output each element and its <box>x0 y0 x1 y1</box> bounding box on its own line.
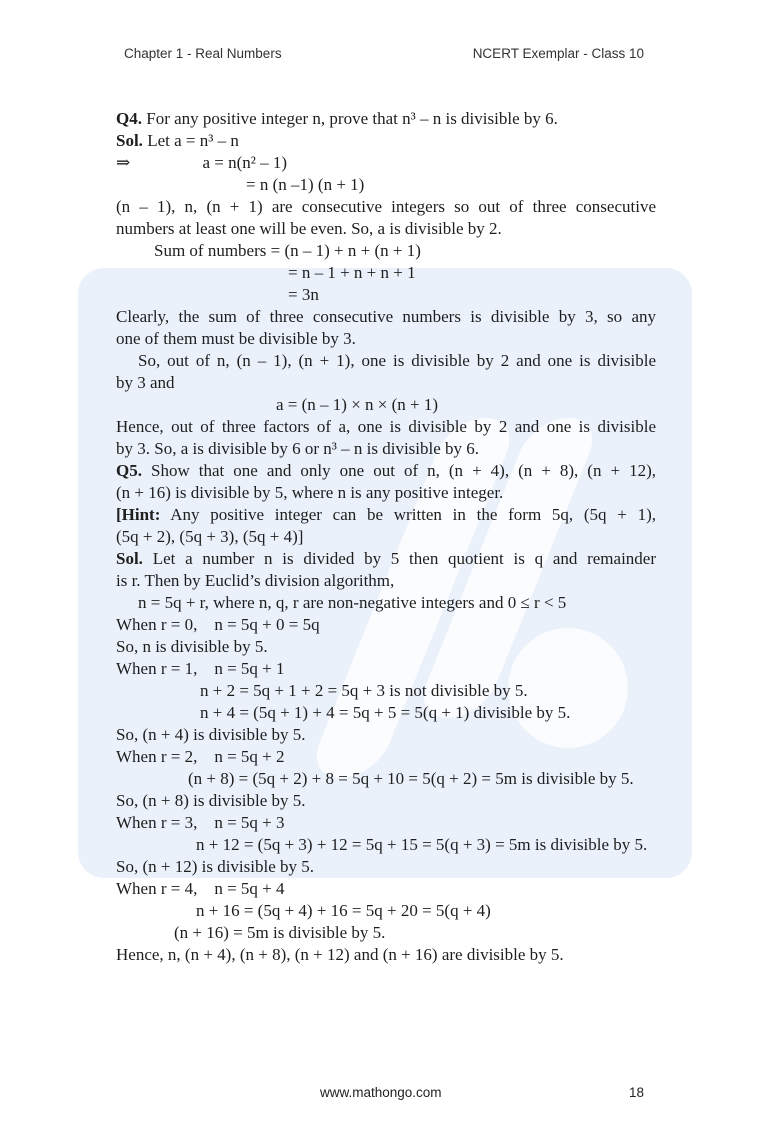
q5-step: When r = 4, n = 5q + 4 <box>116 879 285 898</box>
page-header <box>124 46 644 61</box>
q5-step: n + 12 = (5q + 3) + 12 = 5q + 15 = 5(q + 3) = 5m is divisible by 5. <box>196 835 648 854</box>
q4-text: Hence, out of three factors of a, one is divisible by 2 and one is divisible <box>116 417 656 436</box>
q4-step: a = (n – 1) × n × (n + 1) <box>276 395 439 414</box>
chapter-title: Chapter 1 - Real Numbers <box>124 46 282 61</box>
q4-question: Q4. For any positive integer n, prove that n³ – n is divisible by 6. <box>116 109 558 128</box>
q5-text: is r. Then by Euclid’s division algorithm, <box>116 571 395 590</box>
q4-text: numbers at least one will be even. So, a is divisible by 2. <box>116 219 502 238</box>
page-number: 18 <box>628 1085 644 1100</box>
q4-sol-line: Sol. Let a = n³ – n <box>116 131 239 150</box>
q4-step: = n – 1 + n + n + 1 <box>288 263 416 282</box>
q5-step: n = 5q + r, where n, q, r are non-negative integers and 0 ≤ r < 5 <box>138 593 567 612</box>
q5-question: (n + 16) is divisible by 5, where n is any positive integer. <box>116 483 504 502</box>
q4-text: So, out of n, (n – 1), (n + 1), one is divisible by 2 and one is divisible <box>138 351 656 370</box>
website-link[interactable]: www.mathongo.com <box>320 1085 442 1100</box>
q5-text: So, n is divisible by 5. <box>116 637 268 656</box>
q4-step: Sum of numbers = (n – 1) + n + (n + 1) <box>154 241 421 260</box>
q5-step: n + 4 = (5q + 1) + 4 = 5q + 5 = 5(q + 1) divisible by 5. <box>200 703 571 722</box>
q4-text: (n – 1), n, (n + 1) are consecutive integers so out of three consecutive <box>116 197 656 216</box>
q4-text: by 3 and <box>116 373 175 392</box>
q5-hint: [Hint: Any positive integer can be written in the form 5q, (5q + 1), <box>116 505 656 524</box>
q4-text: Clearly, the sum of three consecutive numbers is divisible by 3, so any <box>116 307 656 326</box>
q5-step: When r = 3, n = 5q + 3 <box>116 813 285 832</box>
book-title: NCERT Exemplar - Class 10 <box>472 46 644 61</box>
q5-step: When r = 0, n = 5q + 0 = 5q <box>116 615 320 634</box>
page-content <box>116 108 656 966</box>
q5-step: (n + 16) = 5m is divisible by 5. <box>174 923 386 942</box>
q5-text: So, (n + 12) is divisible by 5. <box>116 857 315 876</box>
q4-text: by 3. So, a is divisible by 6 or n³ – n is divisible by 6. <box>116 439 480 458</box>
q5-step: n + 2 = 5q + 1 + 2 = 5q + 3 is not divisible by 5. <box>200 681 528 700</box>
q5-step: (n + 8) = (5q + 2) + 8 = 5q + 10 = 5(q + 2) = 5m is divisible by 5. <box>188 769 634 788</box>
q4-step: = n (n –1) (n + 1) <box>246 175 365 194</box>
q4-step: ⇒ a = n(n² – 1) <box>116 153 288 172</box>
q5-step: When r = 1, n = 5q + 1 <box>116 659 285 678</box>
q5-conclusion: Hence, n, (n + 4), (n + 8), (n + 12) and (n + 16) are divisible by 5. <box>116 945 564 964</box>
page-footer <box>320 1085 644 1100</box>
q4-text: one of them must be divisible by 3. <box>116 329 356 348</box>
q5-question: Q5. Show that one and only one out of n, (n + 4), (n + 8), (n + 12), <box>116 461 657 480</box>
q4-step: = 3n <box>288 285 319 304</box>
q5-text: So, (n + 8) is divisible by 5. <box>116 791 306 810</box>
q5-step: When r = 2, n = 5q + 2 <box>116 747 285 766</box>
q5-step: n + 16 = (5q + 4) + 16 = 5q + 20 = 5(q + 4) <box>196 901 491 920</box>
q5-sol-line: Sol. Let a number n is divided by 5 then quotient is q and remainder <box>116 549 657 568</box>
q5-hint: (5q + 2), (5q + 3), (5q + 4)] <box>116 527 304 546</box>
q5-text: So, (n + 4) is divisible by 5. <box>116 725 306 744</box>
